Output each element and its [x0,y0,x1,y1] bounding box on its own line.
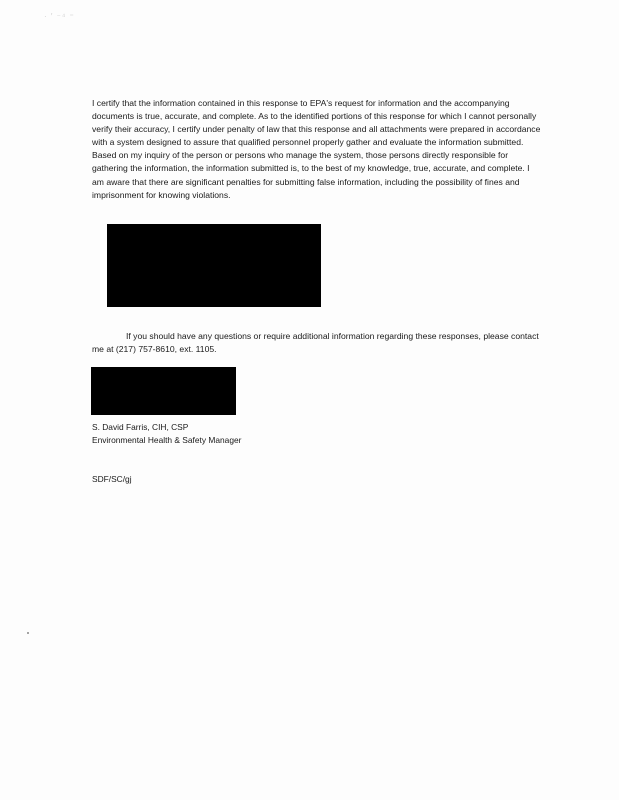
redacted-signature-block-1 [107,224,321,307]
scan-corner-mark: · ′ ⁻⁴ ⁼ [44,12,75,21]
signatory-name: S. David Farris, CIH, CSP [92,422,189,432]
signature-block [92,421,241,447]
signatory-title: Environmental Health & Safety Manager [92,435,242,445]
certification-paragraph: I certify that the information contained in this response to EPA's request for information and the accompanying documents is true, accurate, and complete. As to the identified portions of this response for which I cannot personally verify their accuracy, I certify under penalty of law that this response and all attachments were prepared in accordance with a system designed to assure that qualified personnel properly gather and evaluate the information submitted. Based on my inquiry of the person or persons who manage the system, those persons directly responsible for gathering the information, the information submitted is, to the best of my knowledge, true, accurate, and complete. I am aware that there are significant penalties for submitting false information, including the possibility of fines and imprisonment for knowing violations. [92,98,541,200]
redacted-signature-block-2 [91,367,236,415]
reference-initials: SDF/SC/gj [92,474,132,484]
scan-speck [27,632,29,634]
contact-paragraph: If you should have any questions or require additional information regarding these responses, please contact me at (217) 757-8610, ext. 1105. [92,331,539,355]
